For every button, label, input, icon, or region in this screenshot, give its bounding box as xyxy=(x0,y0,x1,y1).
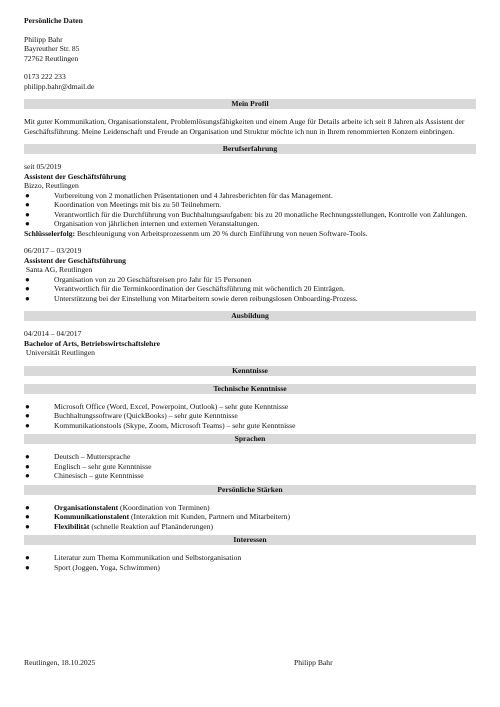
list-item: ● Microsoft Office (Word, Excel, Powerpoint, Outlook) – sehr gute Kenntnisse xyxy=(25,401,289,411)
bullet-icon: ● xyxy=(25,553,30,562)
bullet-icon: ● xyxy=(25,293,30,303)
list-item: ● Organisation von zu 20 Geschäftsreisen pro Jahr für 15 Personen xyxy=(25,274,252,284)
list-item: ● Buchhaltungssoftware (QuickBooks) – sehr gute Kenntnisse xyxy=(25,411,238,420)
bullet-icon: ● xyxy=(25,521,30,531)
bullet-icon: ● xyxy=(25,502,30,512)
edu-degree: Bachelor of Arts, Betriebswirtschaftslehre xyxy=(24,338,160,348)
bullet-icon: ● xyxy=(25,200,30,209)
profile-text: Mit guter Kommunikation, Organisationstalent, Problemlösungsfähigkeiten und einem Auge für Details arbeite ich seit 8 Jahren als Assistent der Geschäftsführung. Meine Leidenschaft und Freude an Organisation und Struktur möchte ich nun in Ihrem renommierten Konzern einbringen. xyxy=(24,117,465,136)
section-heading-experience: Berufserfahrung xyxy=(24,144,476,154)
key-success xyxy=(24,229,476,239)
bullet-icon: ● xyxy=(25,512,30,521)
list-item: ● Englisch – sehr gute Kenntnisse xyxy=(25,461,152,471)
city: 72762 Reutlingen xyxy=(24,53,79,63)
list-item: ● Organisation von jährlichen internen und externen Veranstaltungen. xyxy=(25,219,260,228)
list-item: ● Verantwortlich für die Durchführung von Buchhaltungsaufgaben: bis zu 20 monatliche Rechnungsstellungen, Kontrolle von Zahlungen. xyxy=(25,209,468,219)
section-heading-education: Ausbildung xyxy=(24,311,476,321)
section-heading-skills: Kenntnisse xyxy=(24,366,476,376)
bullet-icon: ● xyxy=(25,562,30,572)
email: philipp.bahr@dmail.de xyxy=(24,81,95,91)
signature-name: Philipp Bahr xyxy=(294,658,333,667)
bullet-icon: ● xyxy=(25,274,30,284)
edu-school: Universität Reutlingen xyxy=(24,348,95,357)
list-item: ● Flexibilität (schnelle Reaktion auf Planänderungen) xyxy=(25,521,214,531)
section-heading-profile: Mein Profil xyxy=(24,99,476,109)
bullet-icon: ● xyxy=(25,411,30,420)
bullet-icon: ● xyxy=(25,461,30,471)
list-item: ● Vorbereitung von 2 monatlichen Präsentationen und 4 Jahresberichten für das Management. xyxy=(25,190,333,200)
list-item: ● Kommunikationstools (Skype, Zoom, Microsoft Teams) – sehr gute Kenntnisse xyxy=(25,420,296,430)
job-2 xyxy=(24,246,476,303)
list-item: ● Unterstützung bei der Einstellung von Mitarbeitern sowie deren reibungslosen Onboarding-Prozess. xyxy=(25,293,358,303)
key-success-label: Schlüsselerfolg: xyxy=(24,228,76,238)
job-period: 06/2017 – 03/2019 xyxy=(24,246,82,255)
job-period: seit 05/2019 xyxy=(24,162,62,171)
bullet-icon: ● xyxy=(25,401,30,411)
bullet-icon: ● xyxy=(25,471,30,480)
list-item: ● Verantwortlich für die Terminkoordination der Geschäftsführung mit wöchentlich 20 Einträgen. xyxy=(25,284,345,293)
bullet-icon: ● xyxy=(25,420,30,430)
job-1 xyxy=(24,162,476,238)
list-item: ● Koordination von Meetings mit bis zu 50 Teilnehmern. xyxy=(25,200,222,209)
key-success-text: Beschleunigung von Arbeitsprozessenm um 20 % durch Einführung von neuen Software-Tools. xyxy=(75,228,368,238)
job-role: Assistent der Geschäftsführung xyxy=(24,255,126,265)
phone: 0173 222 233 xyxy=(24,72,66,81)
list-item: ● Literatur zum Thema Kommunikation und Selbstorganisation xyxy=(25,553,242,562)
job-role: Assistent der Geschäftsführung xyxy=(24,171,126,181)
list-item: ● Kommunikationstalent (Interaktion mit Kunden, Partnern und Mitarbeitern) xyxy=(25,512,291,521)
section-heading-tech: Technische Kenntnisse xyxy=(24,384,476,394)
footer xyxy=(24,658,476,668)
list-item: ● Organisationstalent (Koordination von Terminen) xyxy=(25,502,210,512)
section-heading-interests: Interessen xyxy=(24,535,476,545)
place-date: Reutlingen, 18.10.2025 xyxy=(24,658,96,667)
list-item: ● Sport (Joggen, Yoga, Schwimmen) xyxy=(25,562,160,572)
job-company: Bizzo, Reutlingen xyxy=(24,181,79,190)
edu-period: 04/2014 – 04/2017 xyxy=(24,329,82,338)
street: Bayreuther Str. 85 xyxy=(24,44,80,53)
bullet-icon: ● xyxy=(25,190,30,200)
personal-data-title: Persönliche Daten xyxy=(24,16,83,25)
list-item: ● Chinesisch – gute Kenntnisse xyxy=(25,471,144,480)
section-heading-strengths: Persönliche Stärken xyxy=(24,485,476,495)
section-heading-languages: Sprachen xyxy=(24,434,476,444)
list-item: ● Deutsch – Muttersprache xyxy=(25,452,131,461)
bullet-icon: ● xyxy=(25,452,30,461)
bullet-icon: ● xyxy=(25,284,30,293)
job-company: Santa AG, Reutlingen xyxy=(24,265,93,274)
name: Philipp Bahr xyxy=(24,34,63,44)
bullet-icon: ● xyxy=(25,209,30,219)
bullet-icon: ● xyxy=(25,219,30,228)
